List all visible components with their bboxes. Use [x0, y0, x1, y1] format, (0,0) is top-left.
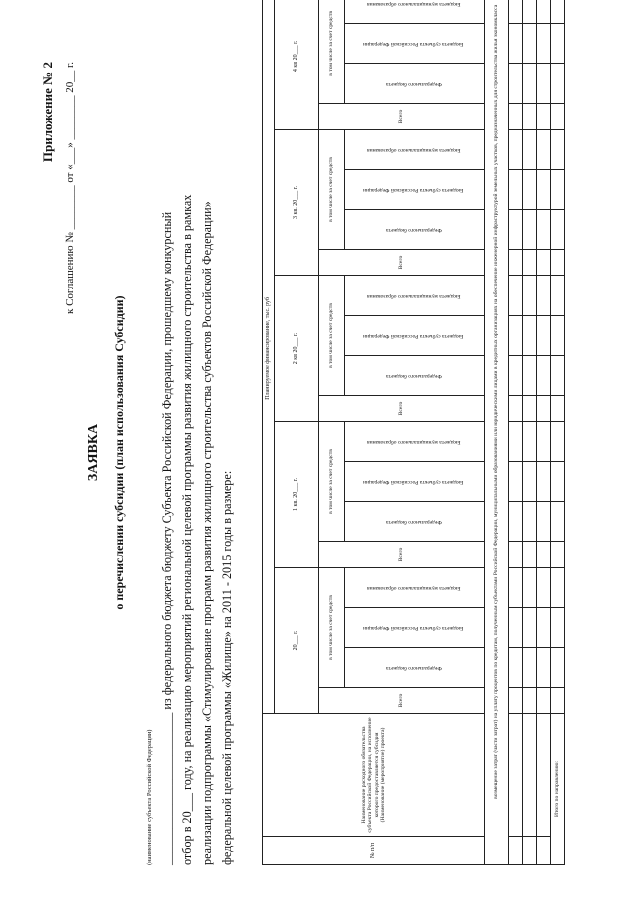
period-q1: 1 кв. 20___ г. — [275, 422, 319, 568]
col-header-number: № п/п — [263, 837, 485, 865]
total-row — [551, 0, 565, 865]
subject-name-caption: (наименование субъекта Российской Федерации) — [146, 729, 153, 865]
subsidy-plan-table — [262, 1, 600, 865]
document-title: ЗАЯВКА — [86, 423, 101, 482]
body-line-2: отбор в 20___ году, на реализацию мероприятий региональной целевой программы развития жилищного строительства в рамках — [180, 194, 194, 865]
body-line-1: _________________________ из федерального бюджета бюджету Субъекта Российской Федерации, прошедшему конкурсный — [160, 211, 174, 865]
incl-header: в том числе за счет средств — [319, 276, 345, 396]
source-municipal: Бюджета муниципального образования — [345, 0, 485, 24]
body-line-4: федеральной целевой программы «Жилище» на 2011 - 2015 годы в размере: — [220, 470, 234, 865]
period-q2: 2 кв 20___ г. — [275, 276, 319, 422]
source-municipal: Бюджета муниципального образования — [345, 276, 485, 316]
source-federal: Федерального бюджета — [345, 648, 485, 688]
source-federal: Федерального бюджета — [345, 210, 485, 250]
body-line-3: реализации подпрограммы «Стимулирование программ развития жилищного строительства субъектов Российской Федерации» — [200, 201, 214, 865]
total-row-label: Итого по направлению: — [551, 714, 565, 865]
source-regional: Бюджета субъекта Российской Федерации — [345, 462, 485, 502]
table-row — [523, 0, 537, 865]
period-q3: 3 кв. 20___ г. — [275, 130, 319, 276]
document-subtitle: о перечислении субсидии (план использования Субсидии) — [112, 295, 126, 610]
total-header: Всего — [319, 396, 485, 422]
incl-header: в том числе за счет средств — [319, 422, 345, 542]
agreement-reference: к Соглашению № ________ от «___» ________ 20__ г. — [64, 62, 76, 315]
purpose-note-row: возмещение затрат (части затрат) на уплату процентов по кредитам, полученным субъектами Российской Федерации, муниципальными образованиями или юридическими лицами в кредитных организациях на обеспечение инженерной инфраструктурой земельных участков, предназначенных для строительства жилья экономкласса — [485, 0, 509, 865]
total-header: Всего — [319, 250, 485, 276]
source-federal: Федерального бюджета — [345, 64, 485, 104]
incl-header: в том числе за счет средств — [319, 130, 345, 250]
incl-header: в том числе за счет средств — [319, 568, 345, 688]
source-federal: Федерального бюджета — [345, 502, 485, 542]
source-federal: Федерального бюджета — [345, 356, 485, 396]
source-regional: Бюджета субъекта Российской Федерации — [345, 24, 485, 64]
total-header: Всего — [319, 542, 485, 568]
total-header: Всего — [319, 104, 485, 130]
source-regional: Бюджета субъекта Российской Федерации — [345, 608, 485, 648]
source-municipal: Бюджета муниципального образования — [345, 422, 485, 462]
source-municipal: Бюджета муниципального образования — [345, 568, 485, 608]
source-regional: Бюджета субъекта Российской Федерации — [345, 316, 485, 356]
incl-header: в том числе за счет средств — [319, 0, 345, 104]
total-header: Всего — [319, 688, 485, 714]
table-row — [537, 0, 551, 865]
period-q4: 4 кв 20___ г. — [275, 0, 319, 130]
source-regional: Бюджета субъекта Российской Федерации — [345, 170, 485, 210]
planned-financing-header: Планируемое финансирование, тыс. руб — [263, 0, 275, 714]
table-grid — [262, 0, 565, 865]
table-row — [509, 0, 523, 865]
period-year: 20___ г. — [275, 568, 319, 714]
source-municipal: Бюджета муниципального образования — [345, 130, 485, 170]
appendix-label: Приложение № 2 — [40, 62, 55, 163]
col-header-name: Наименование расходного обязательства субъекта Российской Федерации, на исполнение которого предоставляется субсидия (Наименование (мероприятие) проекта) — [263, 714, 485, 837]
